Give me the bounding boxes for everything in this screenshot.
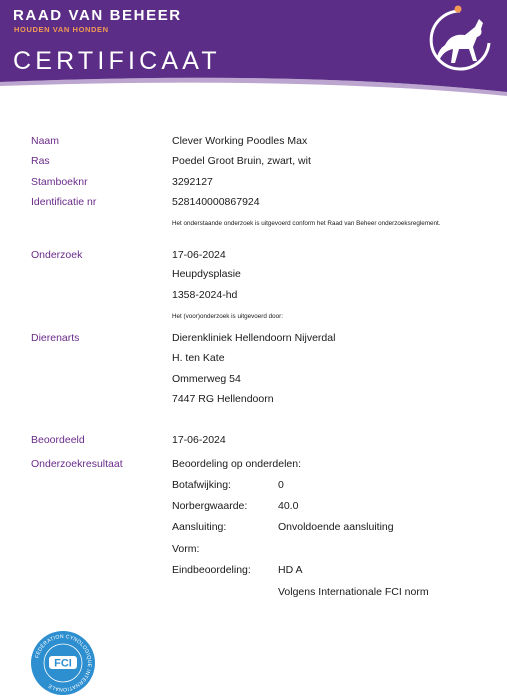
page-title: CERTIFICAAT xyxy=(13,47,221,75)
name-label: Naam xyxy=(31,135,60,147)
identification-label: Identificatie nr xyxy=(31,196,97,208)
identification-number: 528140000867924 xyxy=(172,196,260,208)
result-value: 40.0 xyxy=(278,500,299,512)
assessed-date: 17-06-2024 xyxy=(172,434,226,446)
result-key: Botafwijking: xyxy=(172,479,231,491)
result-key: Vorm: xyxy=(172,543,200,555)
studbook-number: 3292127 xyxy=(172,176,213,188)
result-intro: Beoordeling op onderdelen: xyxy=(172,458,302,470)
studbook-label: Stamboeknr xyxy=(31,176,88,188)
vet-city: 7447 RG Hellendoorn xyxy=(172,393,274,405)
dog-logo-icon xyxy=(425,5,495,75)
exam-label: Onderzoek xyxy=(31,249,83,261)
result-key: Eindbeoordeling: xyxy=(172,564,251,576)
vet-clinic: Dierenkliniek Hellendoorn Nijverdal xyxy=(172,332,336,344)
result-value: Onvoldoende aansluiting xyxy=(278,521,394,533)
vet-name: H. ten Kate xyxy=(172,352,225,364)
dog-breed: Poedel Groot Bruin, zwart, wit xyxy=(172,155,311,167)
exam-type: Heupdysplasie xyxy=(172,268,241,280)
performed-note: Het (voor)onderzoek is uitgevoerd door: xyxy=(172,313,283,320)
assessed-label: Beoordeeld xyxy=(31,434,85,446)
result-key: Norbergwaarde: xyxy=(172,500,248,512)
dog-name: Clever Working Poodles Max xyxy=(172,135,308,147)
fci-text: FCI xyxy=(54,657,72,670)
fci-norm: Volgens Internationale FCI norm xyxy=(278,586,429,598)
breed-label: Ras xyxy=(31,155,50,167)
exam-reference: 1358-2024-hd xyxy=(172,289,238,301)
vet-street: Ommerweg 54 xyxy=(172,373,241,385)
vet-label: Dierenarts xyxy=(31,332,80,344)
exam-date: 17-06-2024 xyxy=(172,249,226,261)
fci-ring-text: FÉDÉRATION CYNOLOGIQUE INTERNATIONALE xyxy=(34,633,93,693)
fci-logo-icon xyxy=(30,630,96,696)
result-value: HD A xyxy=(278,564,303,576)
org-name: RAAD VAN BEHEER xyxy=(13,7,182,24)
result-value: 0 xyxy=(278,479,284,491)
regulation-note: Het onderstaande onderzoek is uitgevoerd conform het Raad van Beheer onderzoeksreglement. xyxy=(172,220,441,227)
org-subtitle: HOUDEN VAN HONDEN xyxy=(14,25,109,34)
result-label: Onderzoekresultaat xyxy=(31,458,123,470)
certificate-header xyxy=(0,0,507,98)
result-key: Aansluiting: xyxy=(172,521,227,533)
